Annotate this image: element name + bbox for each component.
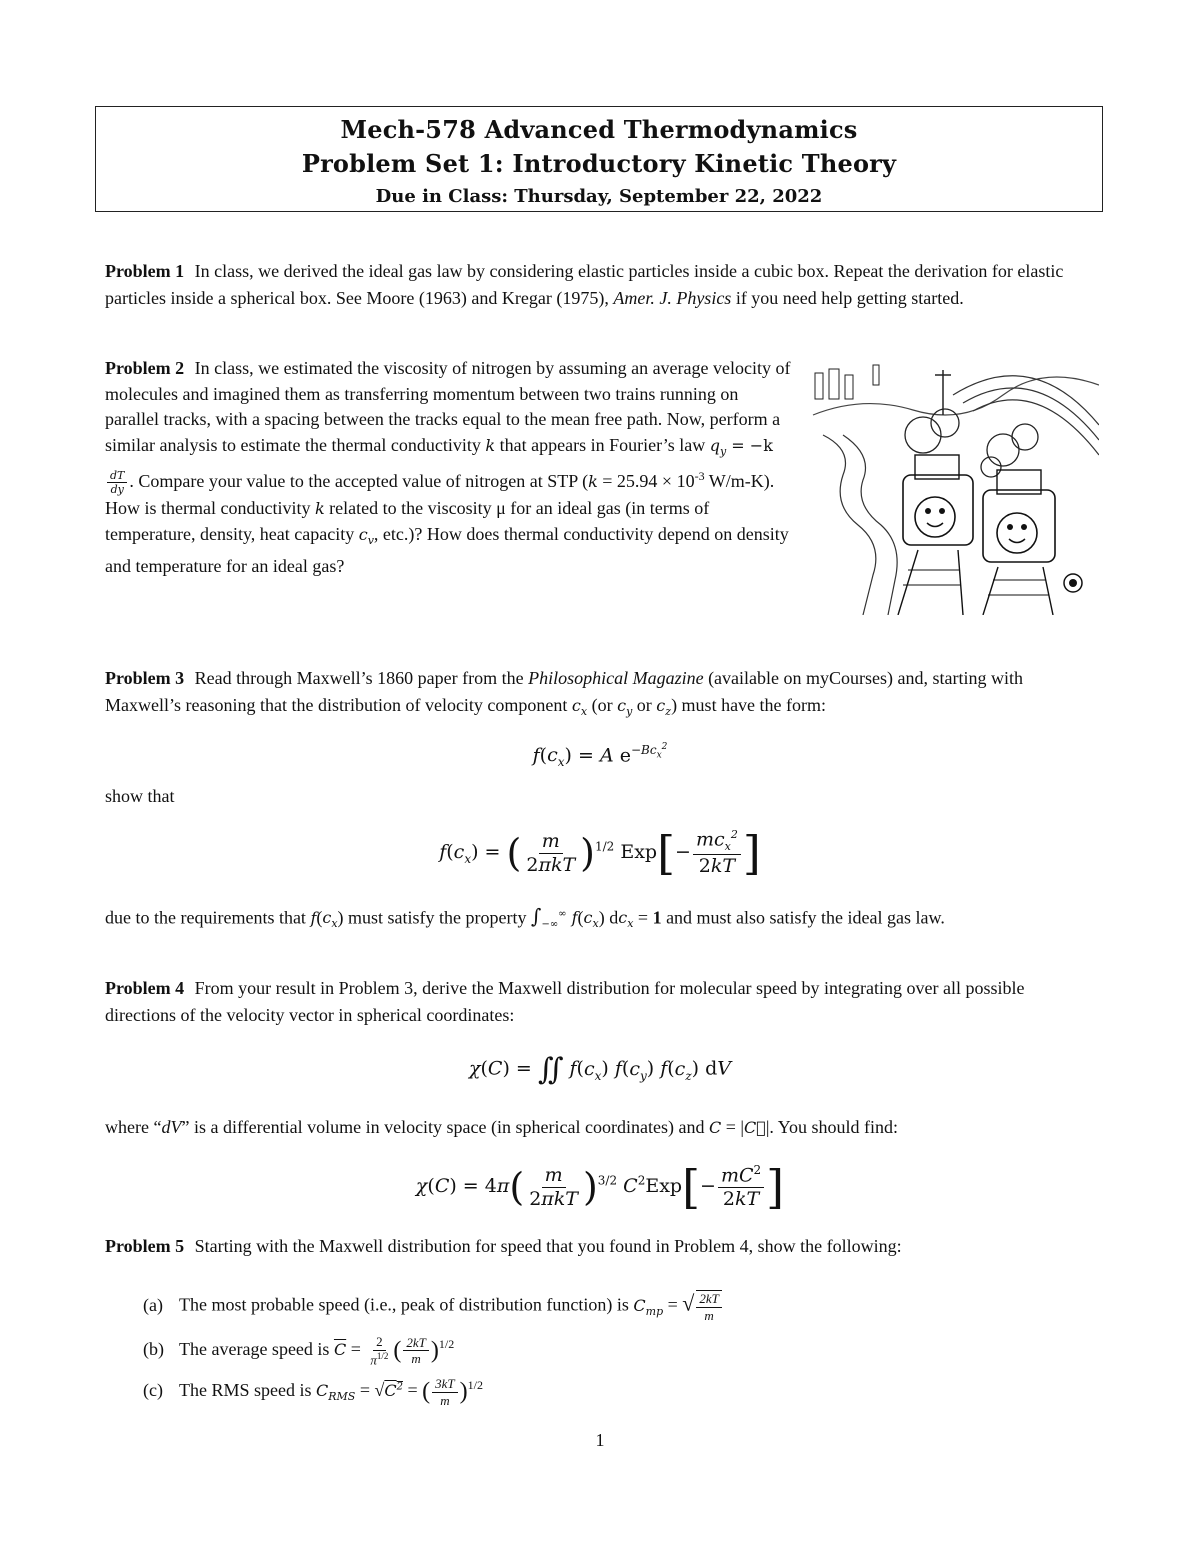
- due-date: Due in Class: Thursday, September 22, 2022: [375, 186, 823, 207]
- problem-4-where: where “dV” is a differential volume in velocity space (in spherical coordinates) and C = |C⃗|. You should find:: [105, 1117, 898, 1137]
- problem-3-text-c: (or: [587, 694, 618, 715]
- symbol-k-2: k: [588, 472, 598, 492]
- problem-set-title: Problem Set 1: Introductory Kinetic Theory: [301, 149, 897, 178]
- problem-5-label: Problem 5: [105, 1236, 185, 1256]
- problem-2-label: Problem 2: [105, 358, 185, 378]
- heat-capacity-symbol: $c_v$: [358, 524, 374, 548]
- cz-symbol: $c_z$: [656, 695, 672, 718]
- problem-1-text-end: if you need help getting started.: [731, 287, 964, 308]
- journal-name: Amer. J. Physics: [613, 287, 732, 308]
- trains-illustration: [803, 355, 1099, 615]
- problem-2-text-d: = 25.94 × 10: [597, 471, 695, 492]
- cy-symbol: $c_y$: [617, 695, 633, 718]
- title-box: [95, 106, 1103, 212]
- show-that: show that: [105, 786, 175, 806]
- equation-speed-integral: χ(C) = ∬ $f(c_x)$ $f(c_y)$ $f(c_z)$ dV: [468, 1052, 732, 1087]
- list-item: (c) The RMS speed is $C_{RMS} = √C^2$ = ( $\frac{3kT}{m}$ )$^{1/2}$: [143, 1376, 483, 1408]
- problem-3-text-b: (available on myCourses) and, starting with Maxwell’s reasoning that the distribution of velocity component: [105, 668, 1023, 715]
- problem-3-text-d: or: [632, 694, 657, 715]
- page-number: 1: [595, 1430, 605, 1450]
- equation-maxwell-component: $f(c_x)$ = ( $\frac{m}{\text{2πkT}}$ )$^{1/2}$ Exp[− $\frac{mc_x^2}{2kT}$ ]: [439, 826, 761, 880]
- problem-1-label: Problem 1: [105, 261, 185, 281]
- problem-5-text: Starting with the Maxwell distribution for speed that you found in Problem 4, show the following:: [194, 1236, 902, 1256]
- list-item: (b) The average speed is $\overline{C}$ = $\frac{2}{\pi^{1/2}}$ ( $\frac{2kT}{m}$ )$^{1/2}$: [143, 1334, 455, 1367]
- symbol-k: k: [485, 435, 496, 455]
- problem-4: [105, 975, 1097, 1028]
- problem-2-text: In class, we estimated the viscosity of nitrogen by assuming an average velocity of molecules and imagined them as transferring momentum between two trains running on parallel tracks, with a spacing between the tracks equal to the mean free path. Now, perform a similar analysis to estimate the thermal conductivity: [105, 358, 791, 455]
- problem-2-text-f: related to the viscosity μ for an ideal gas (in terms of temperature, density, heat capacity: [105, 498, 710, 544]
- problem-1-text: In class, we derived the ideal gas law by considering elastic particles inside a cubic box. Repeat the derivation for elastic particles inside a spherical box. See Moore (1963) and Kregar (1975),: [105, 261, 1064, 308]
- problem-2: [105, 356, 793, 579]
- equation-gaussian-form: $f(c_x) = A$ $e^{-Bc_x^2}$: [532, 742, 668, 770]
- problem-4-label: Problem 4: [105, 978, 185, 998]
- problem-3-text-e: ) must have the form:: [671, 694, 827, 715]
- list-item: (a) The most probable speed (i.e., peak of distribution function) is $C_{mp}$ = √ $\frac{2kT}{m}$: [143, 1290, 724, 1323]
- problem-2-text-b: that appears in Fourier’s law: [495, 434, 710, 455]
- magazine-name: Philosophical Magazine: [528, 668, 704, 688]
- equation-maxwell-speed: χ(C) = 4π( $\frac{m}{\text{2πkT}}$ )$^{3/2}$ $C^2Exp[-$ $\frac{mC^2}{2kT}$ ]: [415, 1160, 785, 1214]
- symbol-k-3: k: [314, 499, 325, 519]
- fourier-law: $q_y = -k$ $\frac{dT}{dy}$: [105, 436, 773, 492]
- problem-2-text-c: . Compare your value to the accepted value of nitrogen at STP (: [129, 471, 589, 492]
- problem-5: [105, 1233, 1097, 1260]
- normalization-requirement: due to the requirements that $f(c_x)$ must satisfy the property $\int_{-\infty}^\infty$ $f(c_x) dc_x = 1$ and must also satisfy the ideal gas law.: [105, 904, 945, 931]
- course-title: Mech-578 Advanced Thermodynamics: [340, 115, 858, 144]
- exponent: -3: [694, 469, 705, 484]
- problem-3-text: Read through Maxwell’s 1860 paper from the: [194, 668, 529, 688]
- problem-3-label: Problem 3: [105, 668, 185, 688]
- problem-2-text-e: W/m-K). How is thermal conductivity: [105, 471, 775, 519]
- problem-2-text-g: , etc.)? How does thermal conductivity depend on density and temperature for an ideal gas?: [105, 523, 789, 576]
- problem-4-text: From your result in Problem 3, derive the Maxwell distribution for molecular speed by integrating over all possible directions of the velocity vector in spherical coordinates:: [105, 978, 1025, 1025]
- problem-1: [105, 258, 1097, 311]
- problem-3: [105, 665, 1097, 725]
- cx-symbol: $c_x$: [571, 695, 588, 718]
